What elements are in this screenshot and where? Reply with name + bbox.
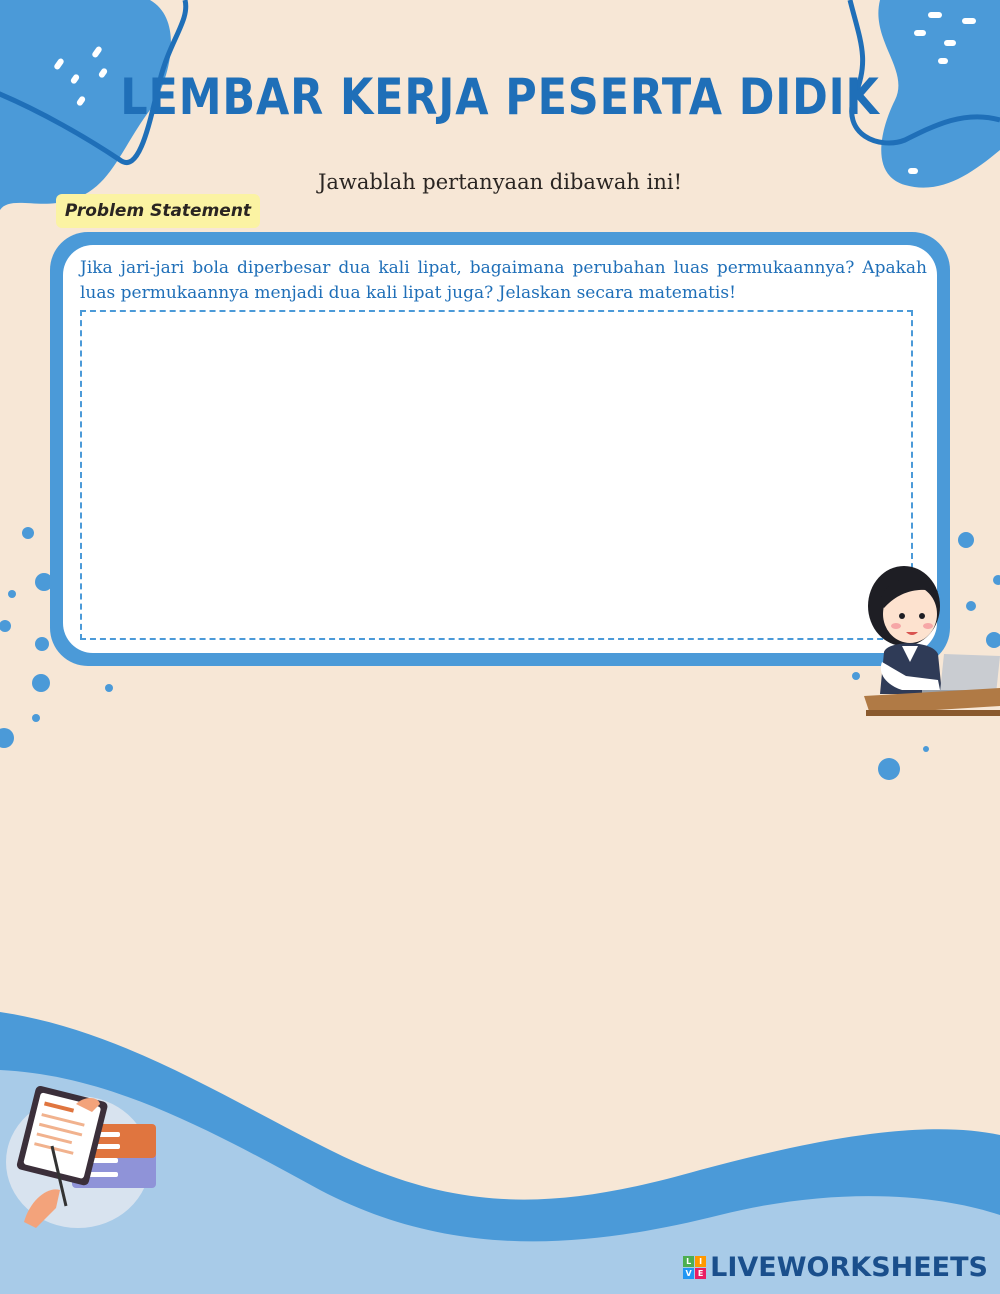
brand-text: LIVEWORKSHEETS — [710, 1252, 988, 1283]
question-text: Jika jari-jari bola diperbesar dua kali lipat, bagaimana perubahan luas permukaannya? Apakah luas permukaannya menjadi dua kali lipat juga? Jelaskan secara matematis! — [80, 258, 927, 303]
section-badge: Problem Statement — [56, 194, 260, 228]
student-laptop-illustration — [862, 562, 1000, 722]
liveworksheets-brand — [683, 1252, 988, 1283]
answer-input[interactable] — [80, 310, 913, 640]
page-title: LEMBAR KERJA PESERTA DIDIK — [120, 68, 880, 126]
liveworksheets-logo-icon: L I V E — [683, 1256, 706, 1279]
document-folders-illustration — [0, 1082, 170, 1232]
page-subtitle: Jawablah pertanyaan dibawah ini! — [317, 170, 683, 194]
